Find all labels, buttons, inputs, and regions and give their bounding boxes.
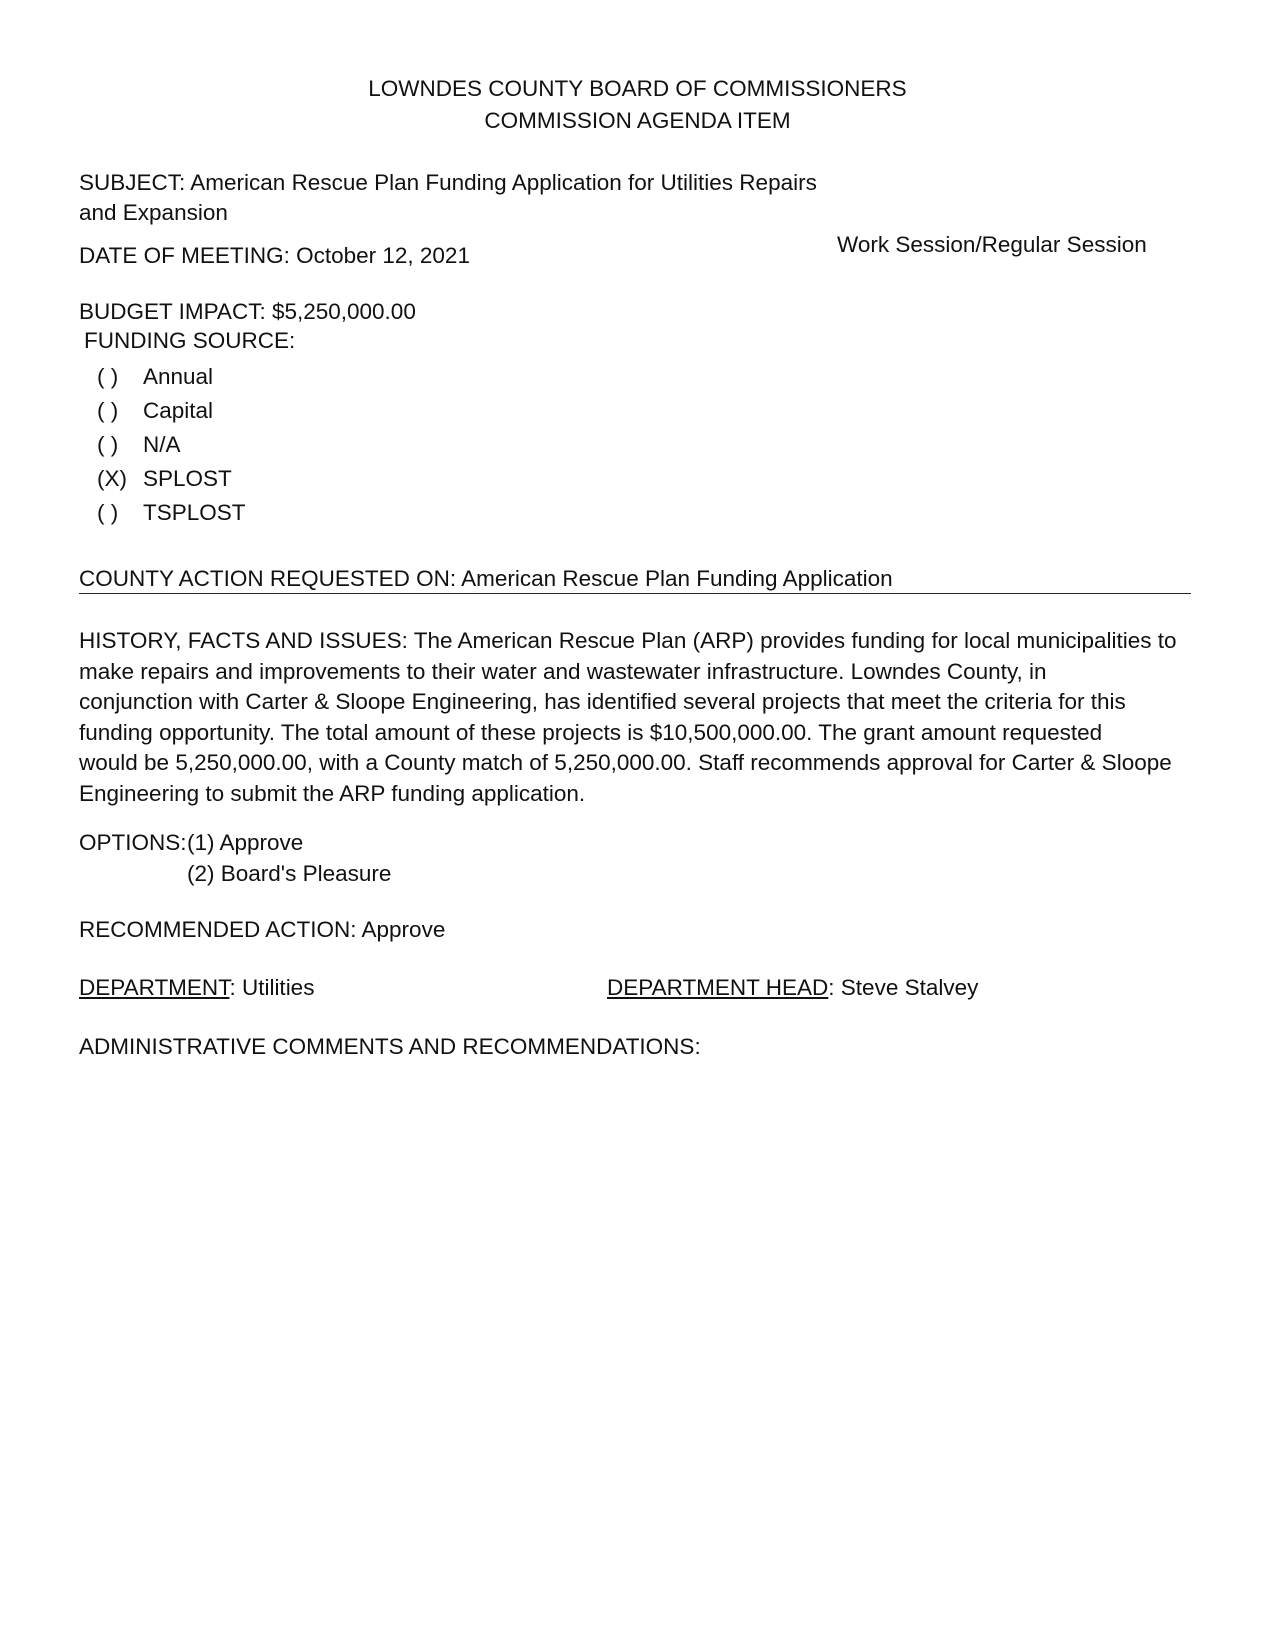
- funding-option-tsplost: [97, 500, 246, 526]
- history-line: conjunction with Carter & Sloope Engineering, has identified several projects that meet the criteria for this: [79, 689, 1126, 714]
- funding-option-label: SPLOST: [143, 466, 232, 491]
- department-head: [607, 975, 978, 1001]
- funding-option-splost: [97, 466, 232, 492]
- department-label: DEPARTMENT: [79, 975, 230, 1000]
- funding-option-mark: ( ): [97, 432, 119, 457]
- funding-option-mark: (X): [97, 466, 127, 491]
- funding-option-mark: ( ): [97, 398, 119, 423]
- option-item-approve: (1) Approve: [187, 830, 304, 855]
- funding-option-na: [97, 432, 181, 458]
- department-value: : Utilities: [229, 975, 315, 1000]
- department: [79, 975, 314, 1001]
- funding-option-label: TSPLOST: [143, 500, 246, 525]
- funding-option-label: Annual: [143, 364, 214, 389]
- funding-option-capital: [97, 398, 213, 424]
- subject-line-1: SUBJECT: American Rescue Plan Funding Application for Utilities Repairs: [79, 170, 817, 195]
- history-facts-issues: [79, 626, 1209, 809]
- funding-option-label: Capital: [143, 398, 214, 423]
- subject-line-2: and Expansion: [79, 200, 228, 225]
- county-action-requested: COUNTY ACTION REQUESTED ON: American Rescue Plan Funding Application: [79, 566, 893, 591]
- options-label: OPTIONS:: [79, 830, 187, 855]
- history-line: make repairs and improvements to their water and wastewater infrastructure. Lowndes County, in: [79, 658, 1047, 684]
- meeting-date: DATE OF MEETING: October 12, 2021: [79, 243, 470, 268]
- administrative-comments: ADMINISTRATIVE COMMENTS AND RECOMMENDATIONS:: [79, 1034, 701, 1059]
- funding-option-mark: ( ): [97, 364, 119, 389]
- history-line: would be 5,250,000.00, with a County match of 5,250,000.00. Staff recommends approval for Carter & Sloope: [79, 750, 1172, 775]
- department-head-value: : Steve Stalvey: [828, 975, 979, 1000]
- funding-option-mark: ( ): [97, 500, 119, 525]
- recommended-action: RECOMMENDED ACTION: Approve: [79, 917, 446, 942]
- document-title: LOWNDES COUNTY BOARD OF COMMISSIONERS: [368, 76, 907, 101]
- department-head-label: DEPARTMENT HEAD: [607, 975, 829, 1000]
- funding-option-label: N/A: [143, 432, 181, 457]
- option-item-boards-pleasure: (2) Board's Pleasure: [187, 861, 392, 886]
- funding-option-annual: [97, 364, 213, 390]
- document-subtitle: COMMISSION AGENDA ITEM: [484, 108, 791, 133]
- session-type: Work Session/Regular Session: [837, 232, 1147, 257]
- section-divider: [79, 593, 1191, 594]
- budget-impact: BUDGET IMPACT: $5,250,000.00: [79, 299, 416, 324]
- history-line: funding opportunity. The total amount of these projects is $10,500,000.00. The grant amount requested: [79, 719, 1103, 745]
- history-line: Engineering to submit the ARP funding application.: [79, 780, 586, 806]
- history-line: HISTORY, FACTS AND ISSUES: The American Rescue Plan (ARP) provides funding for local municipalities to: [79, 628, 1177, 653]
- funding-source-label: FUNDING SOURCE:: [84, 328, 296, 353]
